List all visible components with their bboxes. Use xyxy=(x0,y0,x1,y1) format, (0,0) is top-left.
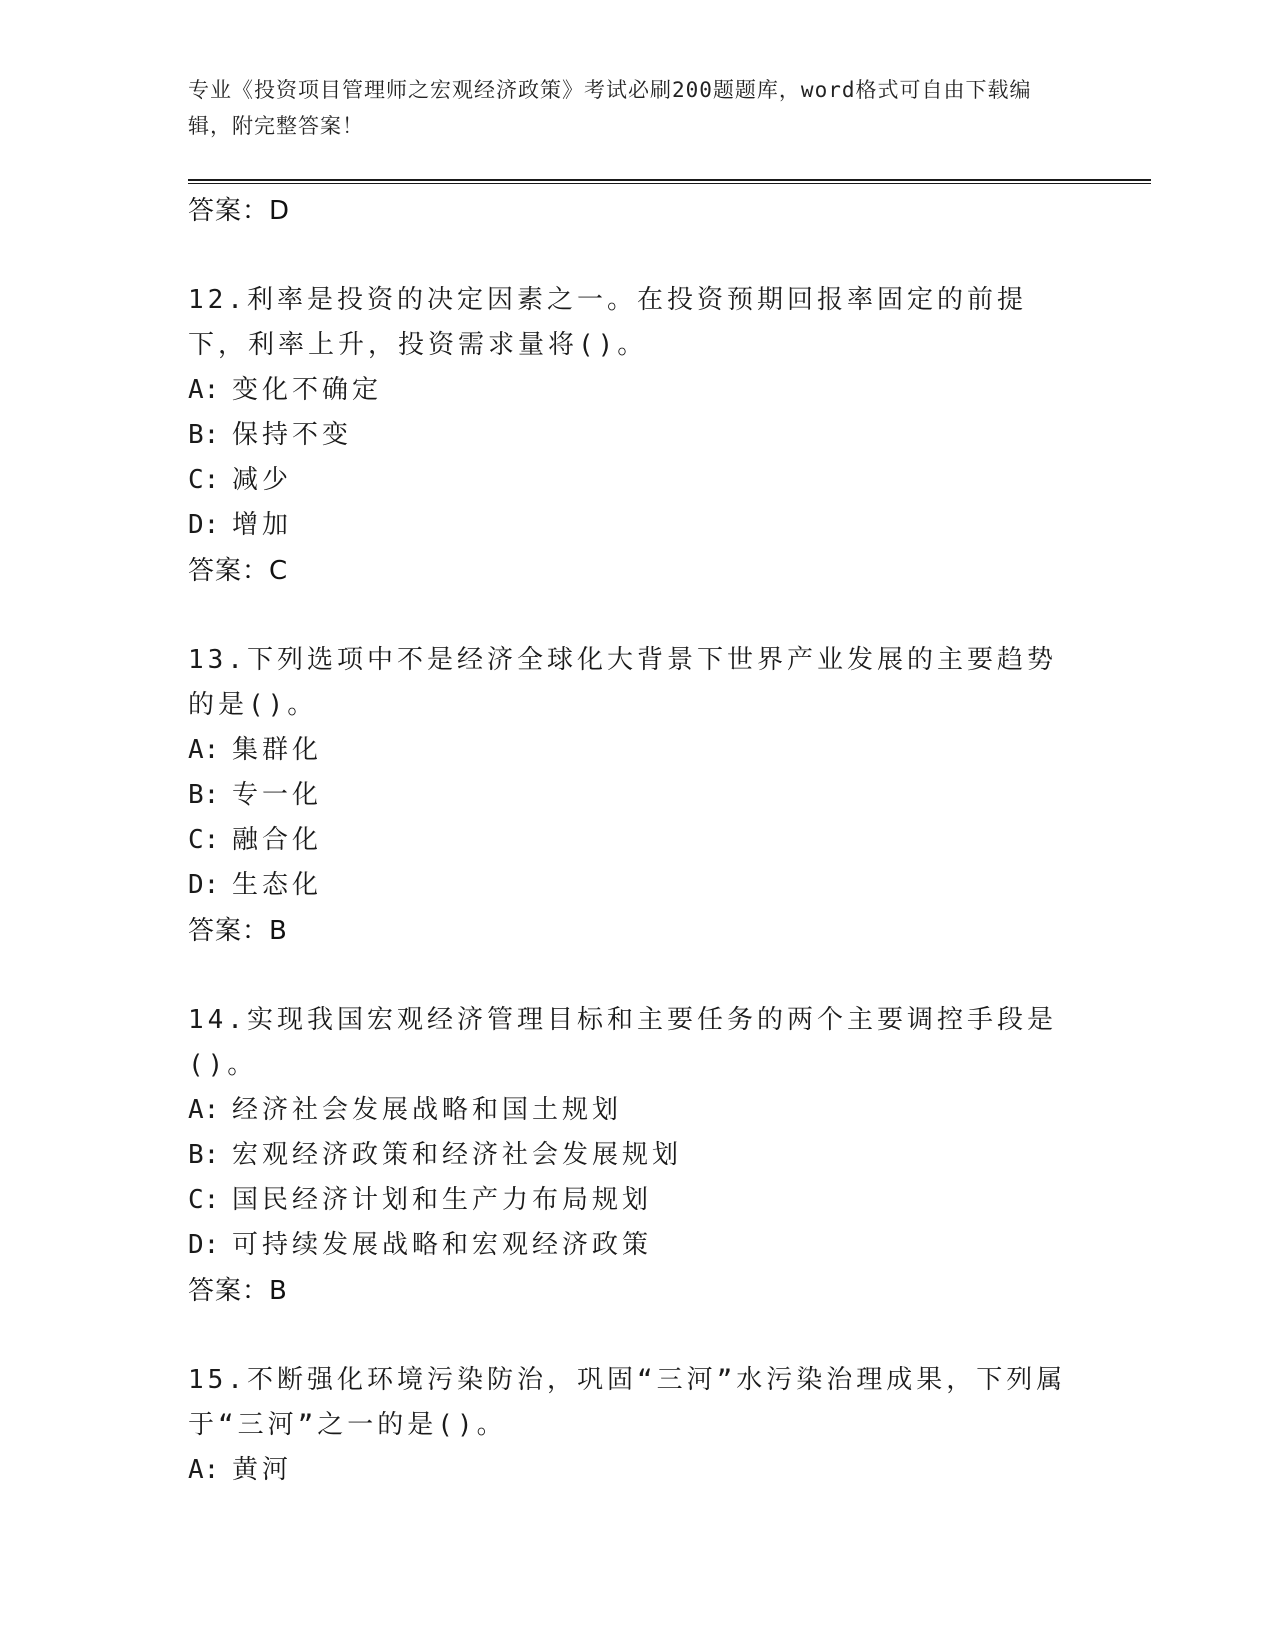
option-letter: D: xyxy=(188,1230,220,1260)
option-d xyxy=(188,503,1088,548)
answer-line xyxy=(188,908,1088,954)
option-b xyxy=(188,1133,1088,1178)
option-a xyxy=(188,728,1088,773)
option-a xyxy=(188,368,1088,413)
answer-label: 答案： xyxy=(188,916,270,946)
spacer xyxy=(188,234,1088,278)
option-c xyxy=(188,1178,1088,1223)
option-text: 宏观经济政策和经济社会发展规划 xyxy=(232,1140,683,1170)
option-letter: A: xyxy=(188,1455,220,1485)
option-letter: B: xyxy=(188,780,220,810)
option-b xyxy=(188,413,1088,458)
answer-value: D xyxy=(269,196,290,226)
option-c xyxy=(188,458,1088,503)
option-letter: D: xyxy=(188,510,220,540)
answer-value: C xyxy=(269,556,288,586)
option-text: 国民经济计划和生产力布局规划 xyxy=(232,1185,653,1215)
option-letter: C: xyxy=(188,825,220,855)
option-letter: B: xyxy=(188,1140,220,1170)
option-text: 保持不变 xyxy=(232,420,353,450)
answer-label: 答案： xyxy=(188,1276,270,1306)
option-letter: A: xyxy=(188,1095,220,1125)
option-a xyxy=(188,1088,1088,1133)
option-c xyxy=(188,818,1088,863)
option-text: 融合化 xyxy=(232,825,323,855)
question-text: 15.不断强化环境污染防治，巩固“三河”水污染治理成果，下列属于“三河”之一的是()。 xyxy=(188,1365,1067,1440)
answer-line xyxy=(188,548,1088,594)
option-text: 变化不确定 xyxy=(232,375,383,405)
option-letter: C: xyxy=(188,465,220,495)
option-b xyxy=(188,773,1088,818)
option-text: 集群化 xyxy=(232,735,323,765)
option-text: 黄河 xyxy=(232,1455,293,1485)
answer-label: 答案： xyxy=(188,556,270,586)
header-rule-thick xyxy=(188,179,1151,181)
option-letter: C: xyxy=(188,1185,220,1215)
question-text: 13.下列选项中不是经济全球化大背景下世界产业发展的主要趋势的是()。 xyxy=(188,645,1057,720)
option-d xyxy=(188,863,1088,908)
option-text: 可持续发展战略和宏观经济政策 xyxy=(232,1230,653,1260)
answer-line xyxy=(188,188,1088,234)
option-text: 增加 xyxy=(232,510,293,540)
option-letter: D: xyxy=(188,870,220,900)
header-rule-thin xyxy=(188,183,1151,184)
answer-value: B xyxy=(269,916,287,946)
answer-line xyxy=(188,1268,1088,1314)
answer-label: 答案： xyxy=(188,196,270,226)
option-letter: A: xyxy=(188,735,220,765)
answer-value: B xyxy=(269,1276,287,1306)
option-text: 生态化 xyxy=(232,870,323,900)
option-text: 专一化 xyxy=(232,780,323,810)
question-text: 12.利率是投资的决定因素之一。在投资预期回报率固定的前提下，利率上升，投资需求量将()。 xyxy=(188,285,1027,360)
spacer xyxy=(188,594,1088,638)
question-list xyxy=(188,188,1088,1493)
option-letter: A: xyxy=(188,375,220,405)
spacer xyxy=(188,954,1088,998)
option-d xyxy=(188,1223,1088,1268)
document-header: 专业《投资项目管理师之宏观经济政策》考试必刷200题题库，word格式可自由下载编辑，附完整答案！ xyxy=(188,78,1032,138)
spacer xyxy=(188,1314,1088,1358)
option-text: 经济社会发展战略和国土规划 xyxy=(232,1095,623,1125)
option-text: 减少 xyxy=(232,465,293,495)
question-text: 14.实现我国宏观经济管理目标和主要任务的两个主要调控手段是()。 xyxy=(188,1005,1057,1080)
option-letter: B: xyxy=(188,420,220,450)
option-a xyxy=(188,1448,1088,1493)
